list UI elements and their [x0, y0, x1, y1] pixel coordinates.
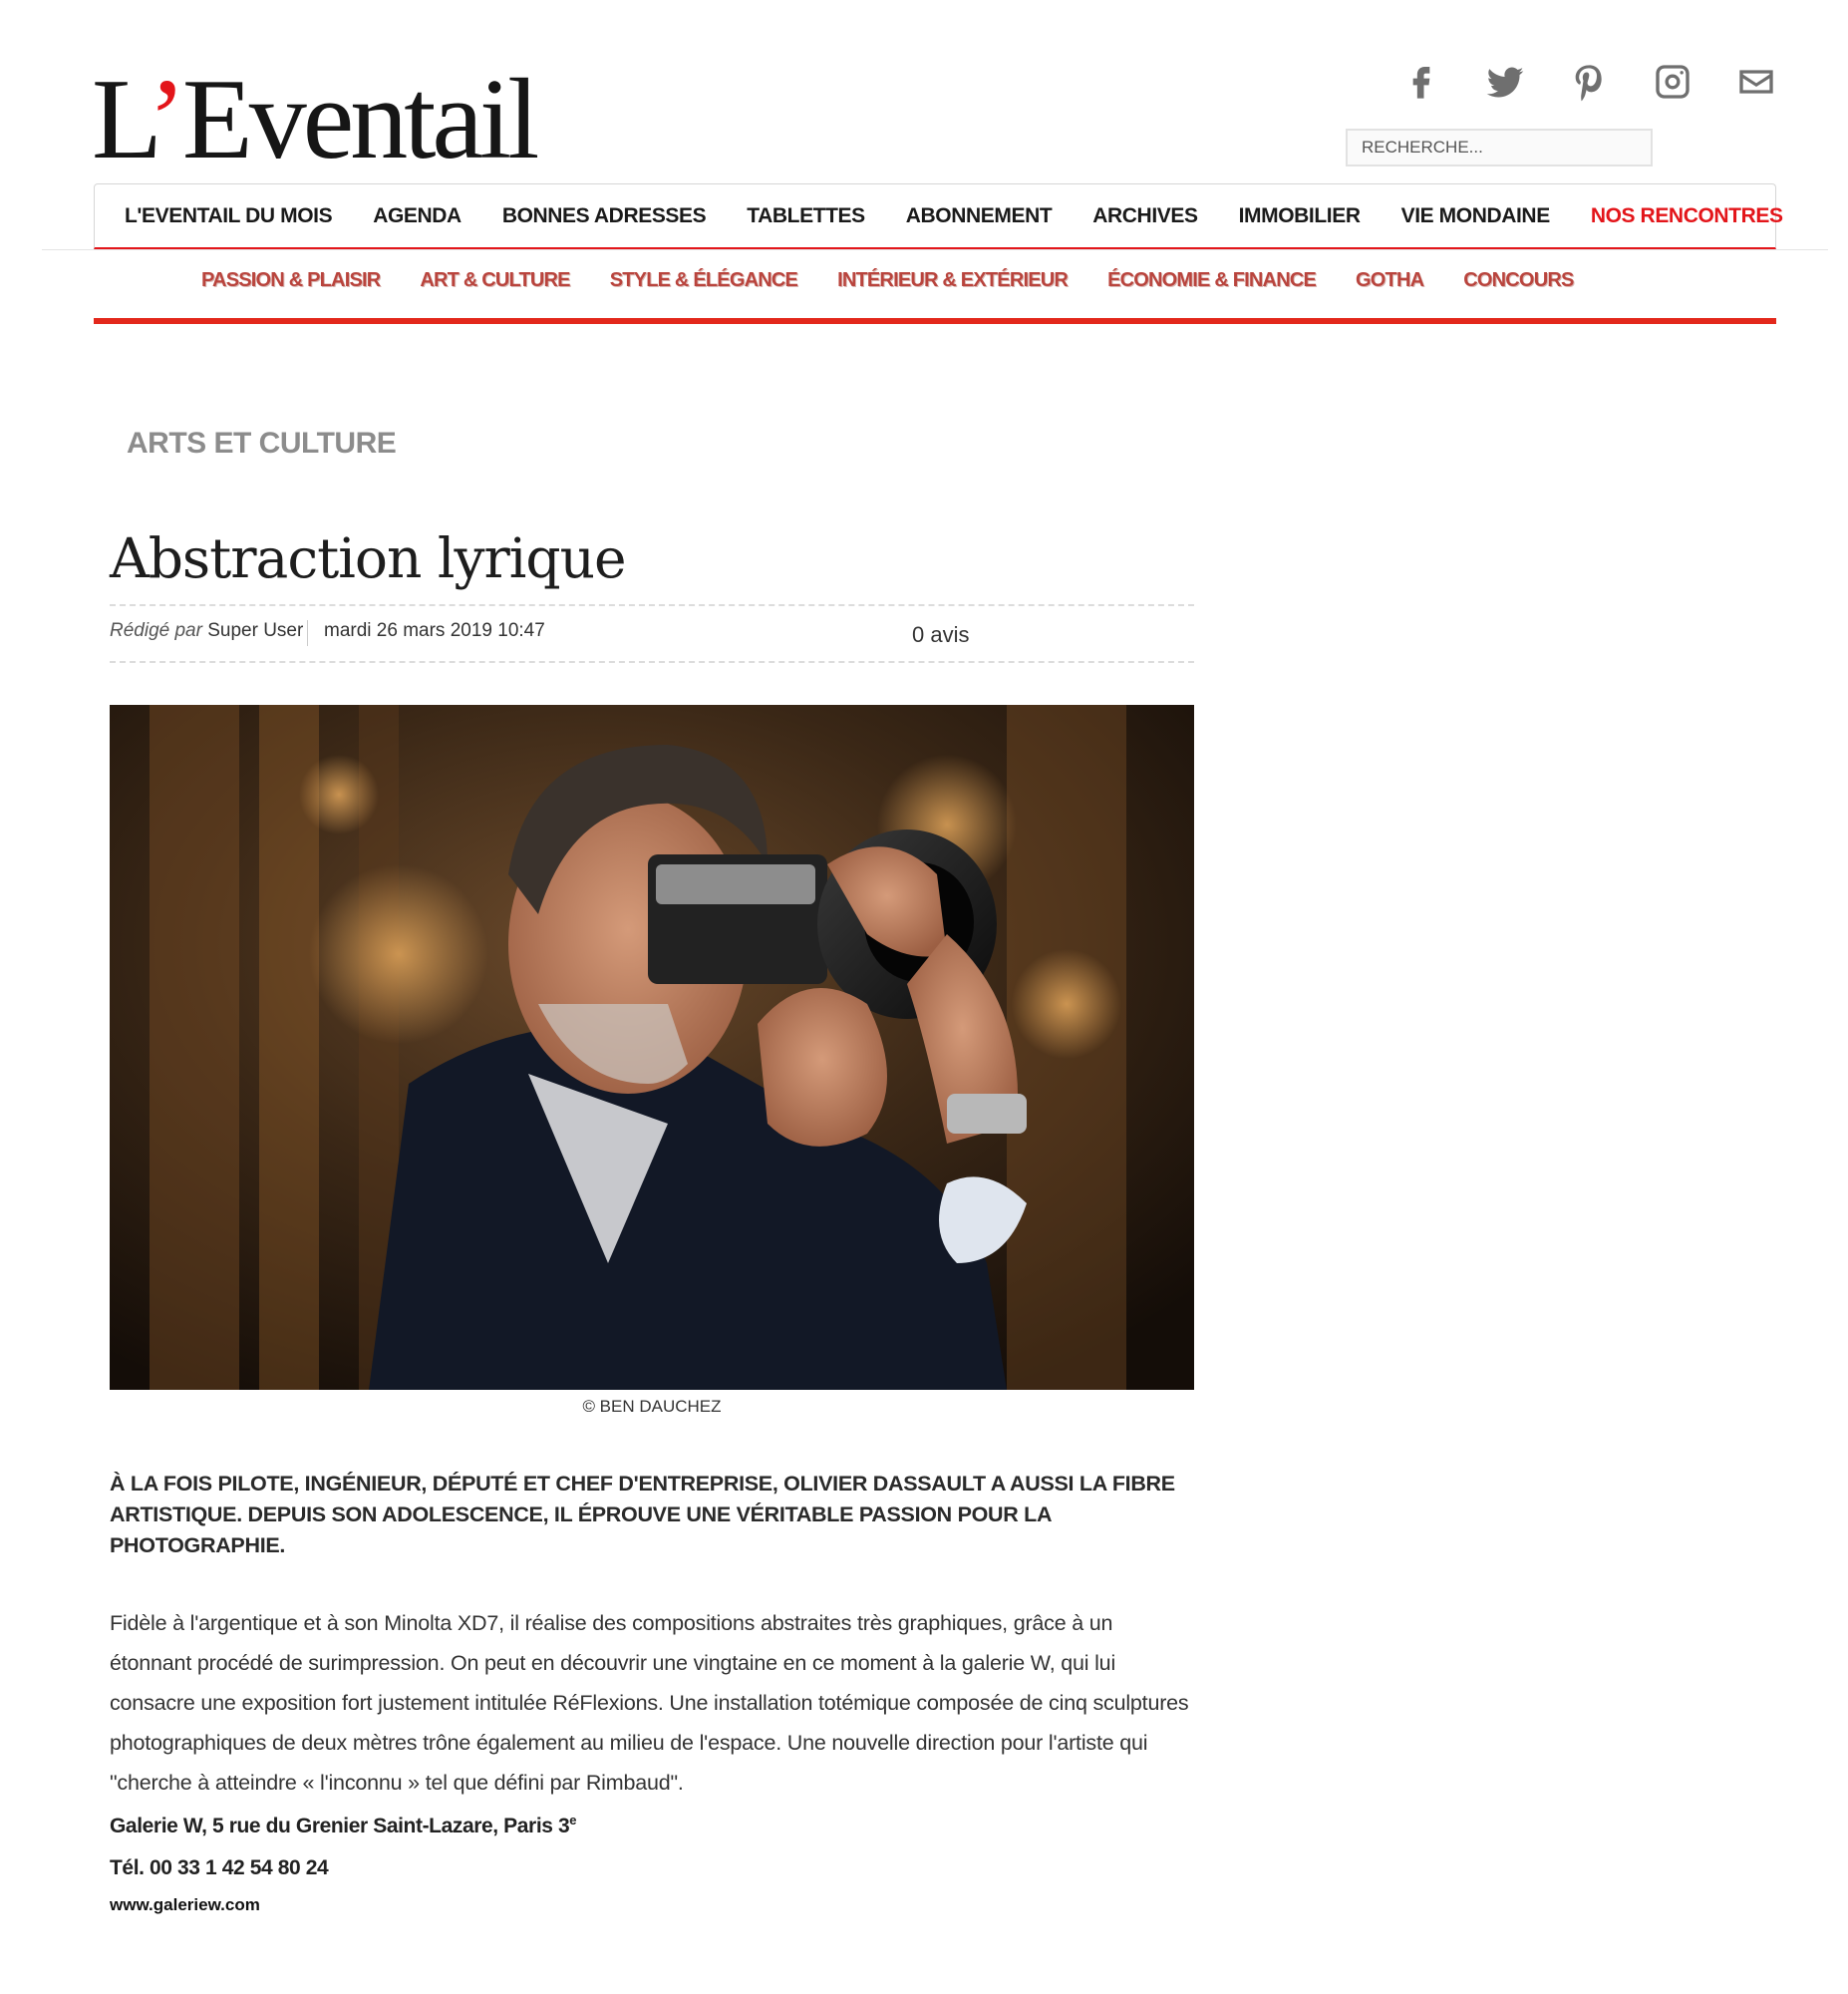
nav-item-agenda[interactable]: AGENDA [373, 203, 462, 227]
social-links [1399, 60, 1778, 104]
article-meta [110, 620, 1194, 648]
meta-divider-bottom [110, 661, 1194, 663]
facebook-icon[interactable] [1399, 60, 1443, 104]
nav-item-vie-mondaine[interactable]: VIE MONDAINE [1400, 203, 1550, 227]
category-navigation [201, 269, 1614, 292]
article-lead: À LA FOIS PILOTE, INGÉNIEUR, DÉPUTÉ ET CHEF D'ENTREPRISE, OLIVIER DASSAULT A AUSSI LA FIBRE ARTISTIQUE. DEPUIS SON ADOLESCENCE, IL ÉPROUVE UNE VÉRITABLE PASSION POUR LA PHOTOGRAPHIE. [110, 1472, 1175, 1557]
subnav-item-interieur-exterieur[interactable]: INTÉRIEUR & EXTÉRIEUR [837, 269, 1069, 291]
subnav-item-style-elegance[interactable]: STYLE & ÉLÉGANCE [609, 269, 798, 291]
gallery-address-text: Galerie W, 5 rue du Grenier Saint-Lazare, Paris 3 [110, 1815, 570, 1837]
subnav-item-economie-finance[interactable]: ÉCONOMIE & FINANCE [1107, 269, 1317, 291]
meta-separator [307, 620, 308, 646]
subnav-item-gotha[interactable]: GOTHA [1356, 269, 1424, 291]
article-category[interactable]: ARTS ET CULTURE [127, 427, 397, 460]
gallery-address [110, 1813, 576, 1838]
nav-item-eventail-du-mois[interactable]: L'EVENTAIL DU MOIS [125, 203, 333, 227]
header-divider [42, 249, 1828, 250]
logo-apostrophe: ’ [148, 56, 182, 183]
main-navigation [94, 183, 1783, 249]
article-photo [110, 705, 1194, 1390]
pinterest-icon[interactable] [1567, 60, 1611, 104]
meta-divider-top [110, 604, 1194, 606]
nav-item-immobilier[interactable]: IMMOBILIER [1238, 203, 1361, 227]
article-title: Abstraction lyrique [110, 526, 626, 590]
nav-item-nos-rencontres[interactable]: NOS RENCONTRES [1590, 203, 1783, 227]
gallery-website-link[interactable]: www.galeriew.com [110, 1895, 260, 1914]
reviews-count[interactable]: 0 avis [912, 622, 970, 647]
search-input[interactable] [1346, 129, 1653, 166]
author-name: Super User [207, 620, 304, 641]
subnav-underline [94, 318, 1776, 324]
publish-date: mardi 26 mars 2019 10:47 [324, 620, 545, 641]
mail-icon[interactable] [1734, 60, 1778, 104]
subnav-item-concours[interactable]: CONCOURS [1463, 269, 1574, 291]
gallery-phone: Tél. 00 33 1 42 54 80 24 [110, 1856, 329, 1879]
instagram-icon[interactable] [1651, 60, 1694, 104]
logo-text: L’Eventail [92, 56, 536, 183]
subnav-item-art-culture[interactable]: ART & CULTURE [420, 269, 570, 291]
nav-item-abonnement[interactable]: ABONNEMENT [905, 203, 1053, 227]
nav-item-bonnes-adresses[interactable]: BONNES ADRESSES [501, 203, 707, 227]
nav-item-archives[interactable]: ARCHIVES [1092, 203, 1198, 227]
nav-item-tablettes[interactable]: TABLETTES [747, 203, 865, 227]
author-label: Rédigé par [110, 620, 202, 641]
twitter-icon[interactable] [1483, 60, 1527, 104]
gallery-address-sup: e [569, 1813, 577, 1828]
photo-credit: © BEN DAUCHEZ [582, 1397, 722, 1416]
site-logo[interactable] [92, 56, 536, 183]
article-body: Fidèle à l'argentique et à son Minolta XD7, il réalise des compositions abstraites très graphiques, grâce à un étonnant procédé de surimpression. On peut en découvrir une vingtaine en ce moment à la galerie W, qui lui consacre une exposition fort justement intitulée RéFlexions. Une installation totémique composée de cinq sculptures photographiques de deux mètres trône également au milieu de l'espace. Une nouvelle direction pour l'artiste qui "cherche à atteindre « l'inconnu » tel que défini par Rimbaud". [110, 1611, 1189, 1795]
subnav-item-passion-plaisir[interactable]: PASSION & PLAISIR [201, 269, 381, 291]
